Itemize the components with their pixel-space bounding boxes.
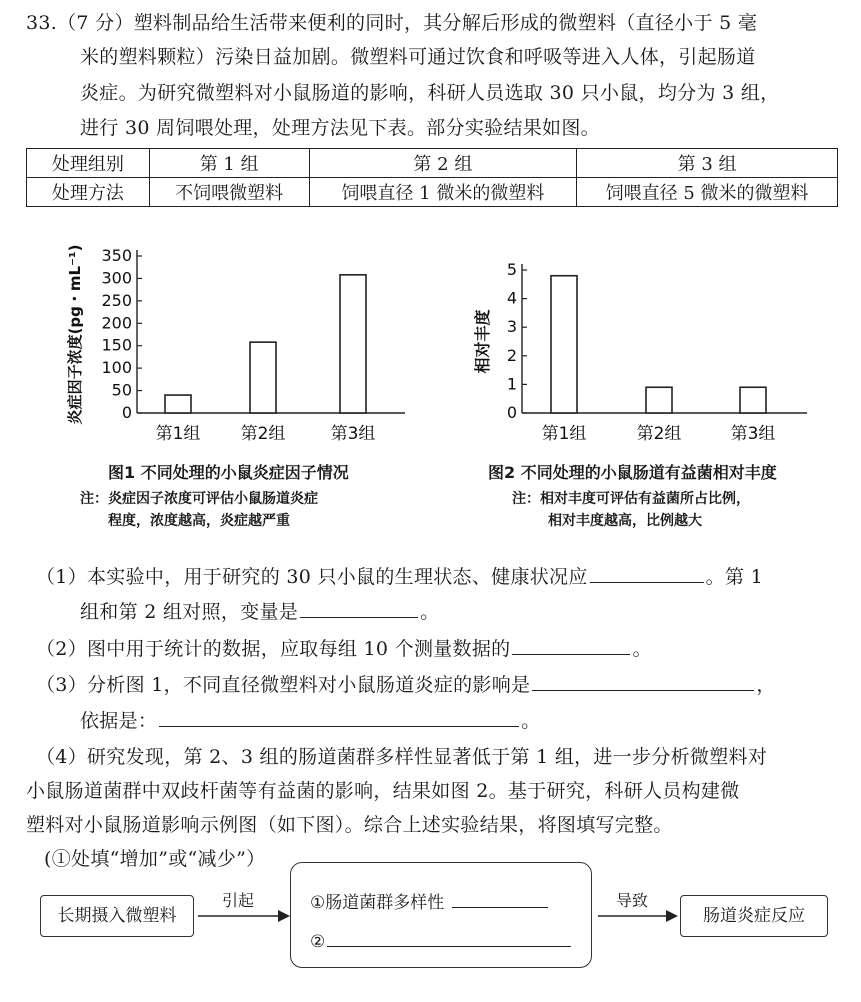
flow-item-2	[310, 928, 573, 952]
sub-question-4-line-2: 小鼠肠道菌群中双歧杆菌等有益菌的影响，结果如图 2。基于研究，科研人员构建微	[26, 780, 740, 802]
bar-1	[165, 395, 191, 413]
answer-blank-6[interactable]	[452, 889, 548, 908]
bar-3	[740, 387, 766, 413]
y-tick-label: 0	[121, 403, 132, 422]
question-intro-line-4: 进行 30 周饲喂处理，处理方法见下表。部分实验结果如图。	[80, 117, 600, 139]
treatment-table	[26, 148, 838, 207]
y-axis-label: 相对丰度	[473, 309, 492, 374]
table-cell: 饲喂直径 1 微米的微塑料	[309, 178, 577, 207]
flow-item-1	[310, 888, 550, 913]
figure-2-chart	[470, 225, 840, 455]
bar-2	[646, 387, 672, 413]
figure-2-note-line-2: 相对丰度越高，比例越大	[548, 513, 702, 529]
sub-question-3-text-2-end: 。	[521, 710, 541, 732]
sub-question-1-text-2: 组和第 2 组对照，变量是	[80, 601, 299, 623]
table-cell: 第 2 组	[309, 149, 577, 178]
bar-3	[340, 275, 366, 413]
y-tick-label: 200	[101, 313, 132, 333]
sub-question-4-line-3: 塑料对小鼠肠道影响示例图（如下图）。综合上述实验结果，将图填写完整。	[26, 814, 673, 836]
figure-1-chart	[60, 225, 420, 455]
sub-question-3-text-end: ，	[756, 674, 776, 696]
sub-question-1-text-end: 。第 1	[705, 566, 763, 588]
y-tick-label: 100	[101, 358, 132, 378]
table-cell: 第 3 组	[577, 149, 838, 178]
bar-2	[250, 342, 276, 413]
flow-arrow-2-icon	[596, 906, 680, 926]
flow-start-box: 长期摄入微塑料	[40, 895, 194, 937]
flow-middle-box	[290, 862, 592, 968]
figure-1-caption: 图1 不同处理的小鼠炎症因子情况	[108, 463, 349, 482]
question-intro-line-2: 米的塑料颗粒）污染日益加剧。微塑料可通过饮食和呼吸等进入人体，引起肠道	[80, 46, 756, 68]
y-tick-label: 2	[506, 345, 517, 365]
y-tick-label: 0	[506, 403, 517, 422]
x-tick-label: 第1组	[541, 424, 587, 444]
answer-blank-1[interactable]	[590, 564, 704, 583]
flow-item-2-text: ②	[310, 932, 326, 952]
sub-question-1-line-2	[80, 597, 439, 624]
figure-2-note-line-1: 注：相对丰度可评估有益菌所占比例，	[512, 491, 750, 507]
y-tick-label: 1	[506, 374, 517, 394]
flow-item-1-text: ①肠道菌群多样性	[310, 893, 445, 913]
table-cell: 第 1 组	[149, 149, 309, 178]
flow-arrow-1-label: 引起	[222, 891, 255, 910]
sub-question-3-text: （3）分析图 1，不同直径微塑料对小鼠肠道炎症的影响是	[36, 674, 531, 696]
flow-end-box: 肠道炎症反应	[680, 895, 828, 937]
sub-question-3-line-2	[80, 706, 541, 733]
sub-question-2-line	[36, 634, 652, 661]
bar-1	[551, 276, 577, 413]
answer-blank-4[interactable]	[532, 672, 754, 691]
x-tick-label: 第3组	[330, 424, 376, 444]
y-tick-label: 350	[101, 246, 132, 265]
table-cell: 处理组别	[27, 149, 150, 178]
x-tick-label: 第2组	[636, 424, 682, 444]
y-tick-label: 5	[506, 260, 517, 279]
sub-question-3-text-2: 依据是：	[80, 710, 158, 732]
figure-1-note-line-2: 程度，浓度越高，炎症越严重	[108, 513, 290, 529]
answer-blank-5[interactable]	[159, 708, 519, 727]
y-tick-label: 50	[111, 380, 132, 400]
question-intro-line-1: 33.（7 分）塑料制品给生活带来便利的同时，其分解后形成的微塑料（直径小于 5 毫	[26, 12, 758, 34]
answer-blank-7[interactable]	[327, 928, 571, 947]
sub-question-3-line-1	[36, 670, 776, 697]
table-cell: 饲喂直径 5 微米的微塑料	[577, 178, 838, 207]
table-row	[27, 178, 838, 207]
flow-arrow-1-icon	[196, 906, 292, 926]
y-tick-label: 4	[506, 288, 517, 308]
y-tick-label: 150	[101, 335, 132, 355]
sub-question-2-text-end: 。	[632, 638, 652, 660]
x-tick-label: 第2组	[240, 424, 286, 444]
answer-blank-2[interactable]	[300, 599, 418, 618]
sub-question-2-text: （2）图中用于统计的数据，应取每组 10 个测量数据的	[36, 638, 511, 660]
answer-blank-3[interactable]	[512, 636, 630, 655]
y-axis-label: 炎症因子浓度(pg・mL⁻¹)	[66, 244, 84, 425]
table-cell: 处理方法	[27, 178, 150, 207]
y-tick-label: 300	[101, 268, 132, 288]
flow-arrow-2-label: 导致	[616, 891, 649, 910]
figure-1-note-line-1: 注：炎症因子浓度可评估小鼠肠道炎症	[80, 491, 318, 507]
question-intro-line-3: 炎症。为研究微塑料对小鼠肠道的影响，科研人员选取 30 只小鼠，均分为 3 组，	[80, 82, 780, 104]
table-header-row	[27, 149, 838, 178]
table-cell: 不饲喂微塑料	[149, 178, 309, 207]
sub-question-4-line-4: (①处填“增加”或“减少”）	[44, 848, 266, 870]
sub-question-1-line-1	[36, 562, 763, 589]
x-tick-label: 第3组	[730, 424, 776, 444]
figure-2-caption: 图2 不同处理的小鼠肠道有益菌相对丰度	[488, 463, 777, 482]
sub-question-1-text-2-end: 。	[420, 601, 440, 623]
y-tick-label: 3	[506, 317, 517, 337]
sub-question-4-line-1: （4）研究发现，第 2、3 组的肠道菌群多样性显著低于第 1 组，进一步分析微塑料对	[36, 746, 768, 768]
y-tick-label: 250	[101, 290, 132, 310]
sub-question-1-text: （1）本实验中，用于研究的 30 只小鼠的生理状态、健康状况应	[36, 566, 588, 588]
x-tick-label: 第1组	[155, 424, 201, 444]
